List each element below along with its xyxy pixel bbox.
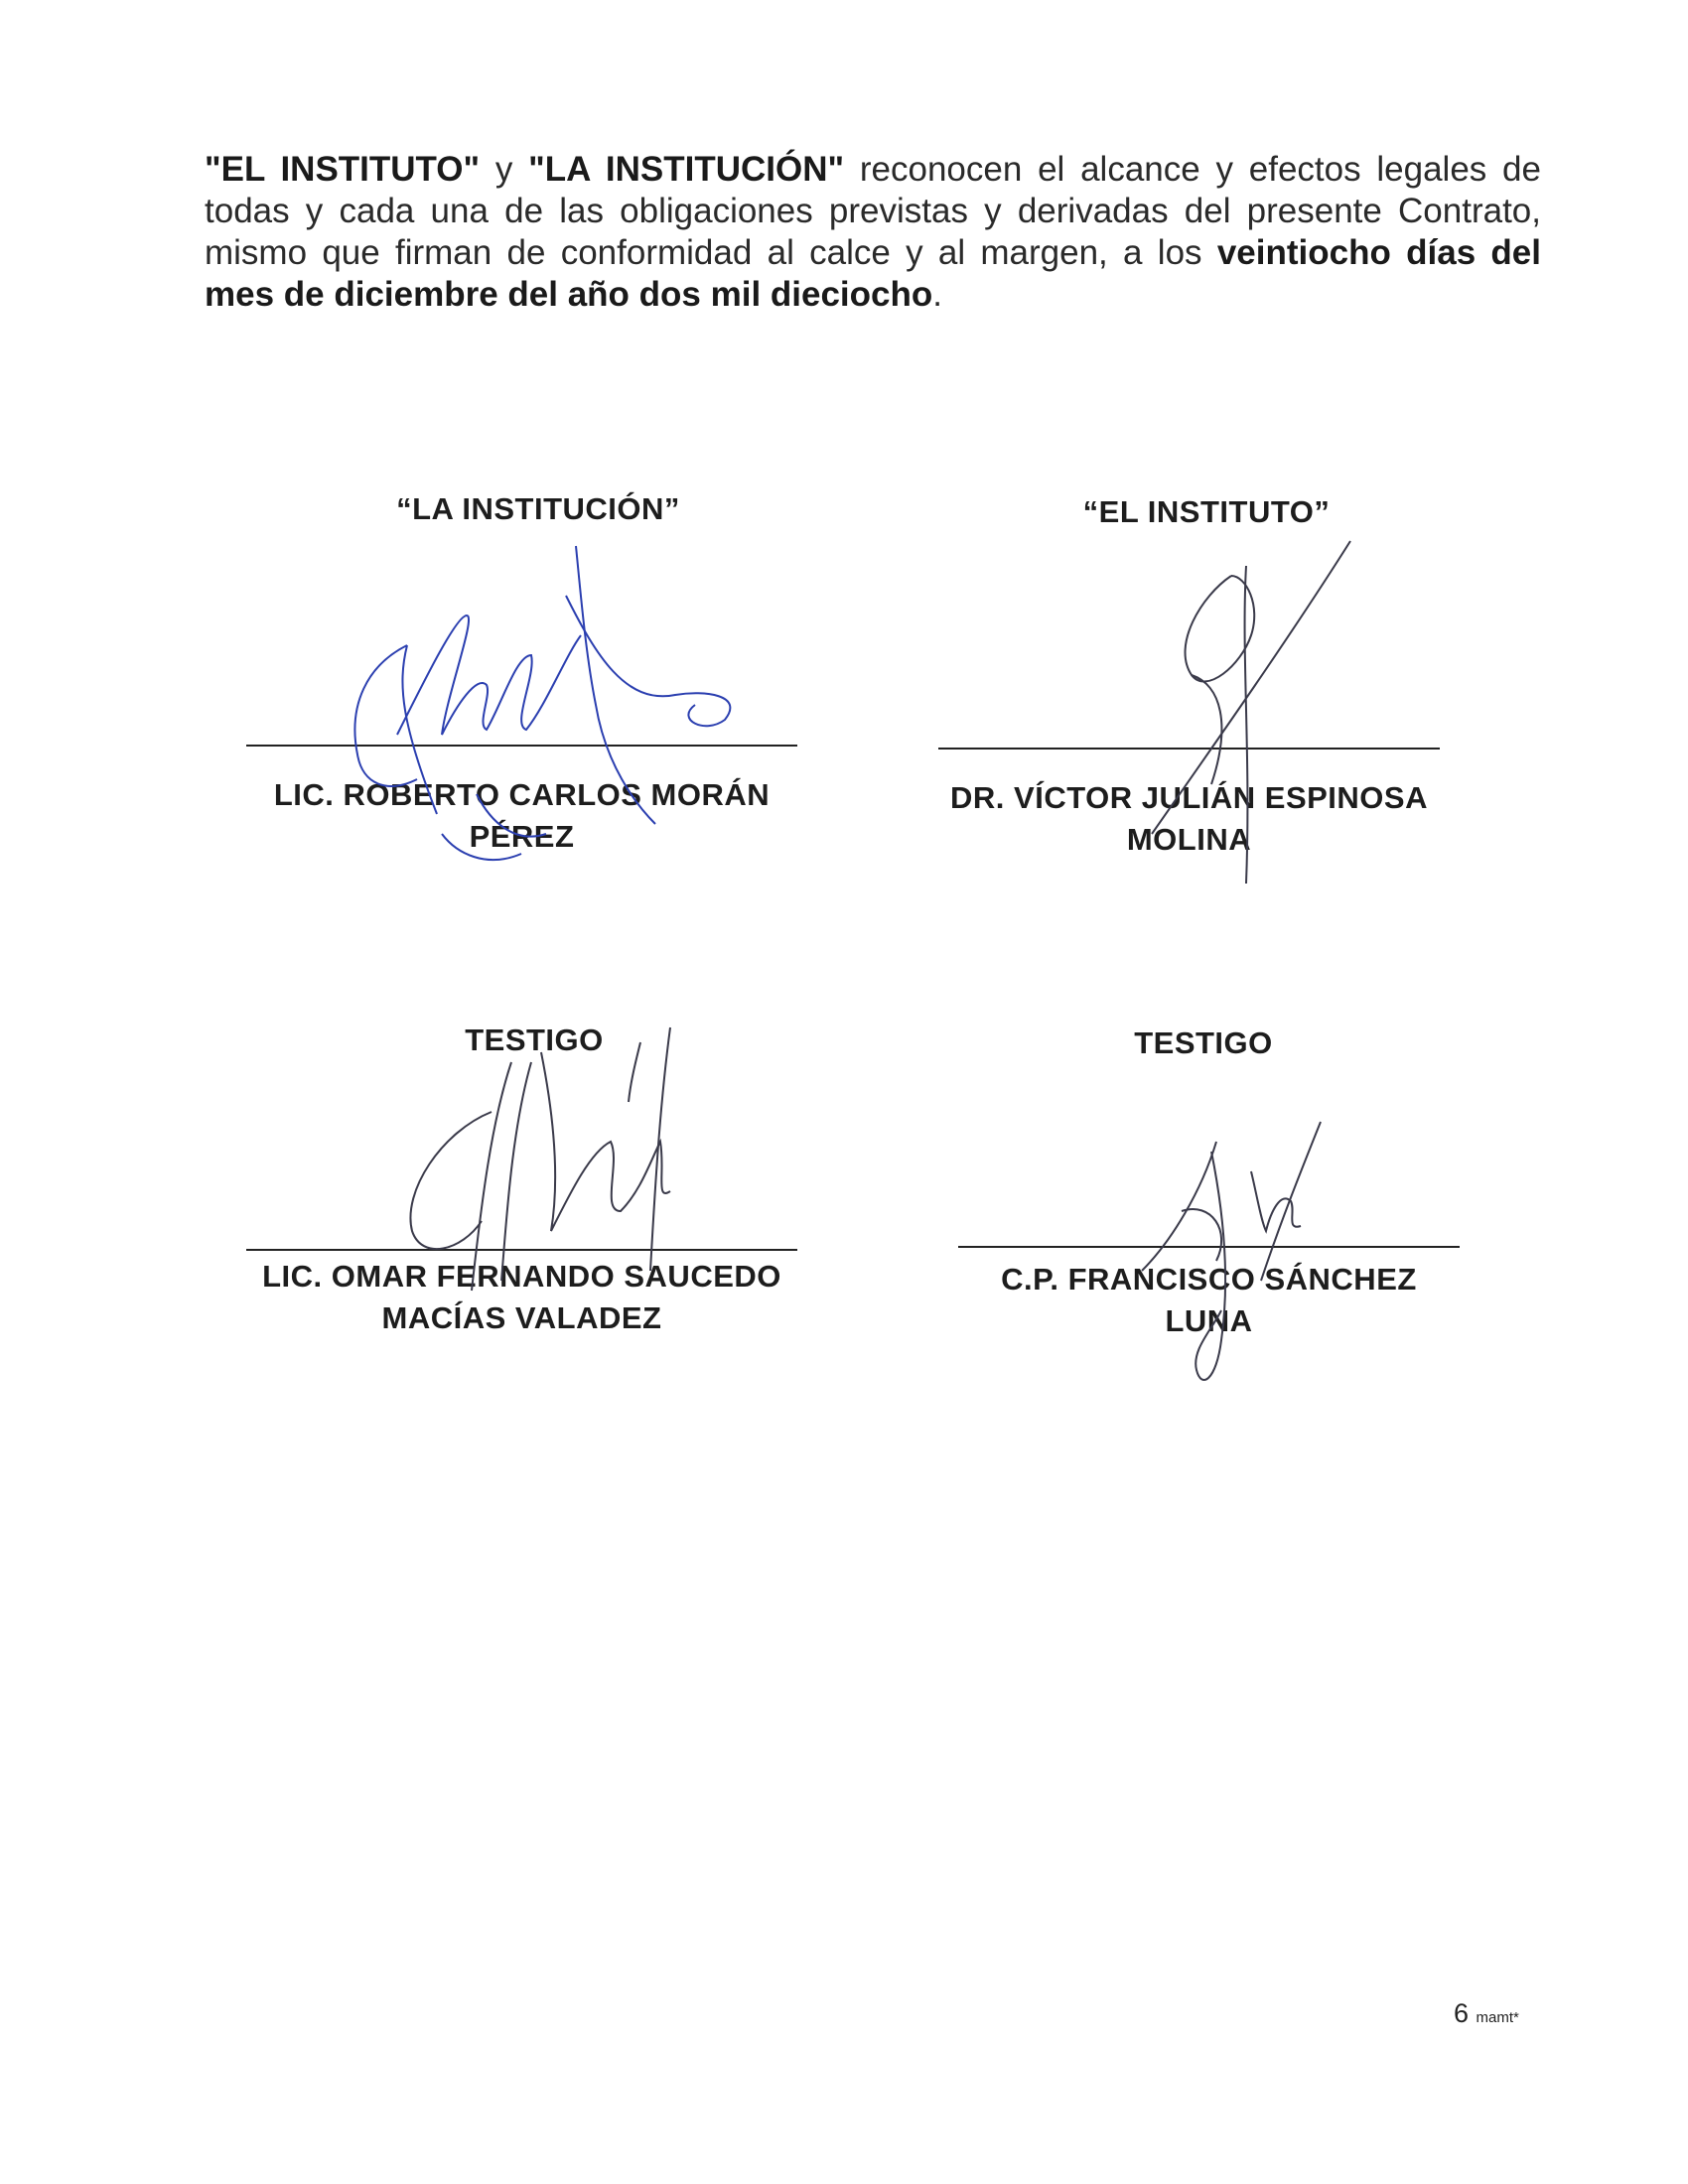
signature-sanchez [1122, 1112, 1350, 1400]
signature-moran [328, 536, 765, 874]
heading-la-institucion: “LA INSTITUCIÓN” [396, 491, 680, 526]
closing-paragraph [205, 149, 1541, 316]
name-line-2: PÉREZ [469, 819, 575, 854]
page-number: 6 [1454, 1998, 1470, 2028]
name-line-1: LIC. OMAR FERNANDO SAUCEDO [262, 1259, 781, 1294]
name-line-1: C.P. FRANCISCO SÁNCHEZ [1001, 1262, 1417, 1297]
page-footer [1454, 1998, 1519, 2029]
name-line-1: LIC. ROBERTO CARLOS MORÁN [273, 777, 771, 812]
paragraph-end: . [932, 275, 942, 314]
signature-espinosa [1112, 536, 1370, 893]
name-line-2: LUNA [1165, 1303, 1253, 1338]
name-line-2: MOLINA [1126, 822, 1252, 857]
party-el-instituto: "EL INSTITUTO" [205, 150, 481, 189]
name-line-2: MACÍAS VALADEZ [381, 1300, 662, 1335]
footer-initials: mamt* [1476, 2009, 1519, 2026]
conjunction: y [480, 150, 529, 189]
signing-date: veintiocho días del mes de diciembre del año dos mil dieciocho [205, 233, 1541, 314]
party-la-institucion: "LA INSTITUCIÓN" [528, 150, 845, 189]
heading-el-instituto: “EL INSTITUTO” [1082, 494, 1331, 529]
signature-saucedo [392, 1023, 700, 1300]
heading-testigo-right: TESTIGO [1134, 1025, 1273, 1060]
heading-testigo-left: TESTIGO [465, 1023, 604, 1057]
paragraph-body: reconocen el alcance y efectos legales de todas y cada una de las obligaciones previstas y derivadas del presente Contrato, mismo que firman de conformidad al calce y al margen, a los [205, 150, 1541, 272]
name-line-1: DR. VÍCTOR JULIÁN ESPINOSA [950, 780, 1428, 815]
